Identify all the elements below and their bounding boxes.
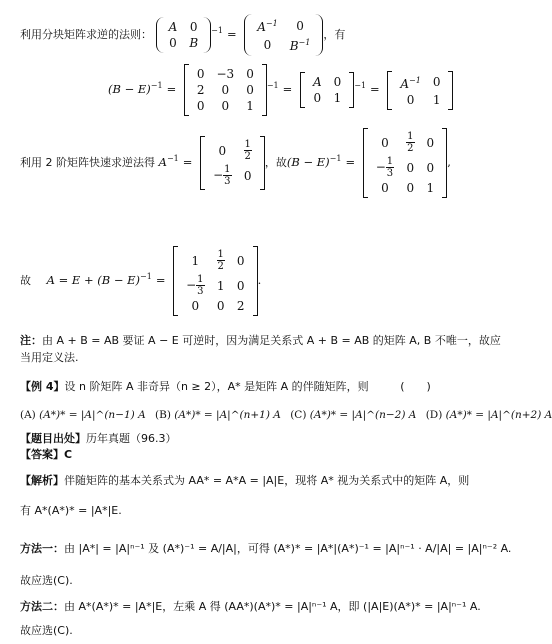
note-label: 注： (20, 334, 42, 347)
note-line-1 (20, 334, 501, 348)
m-cell: 1 (432, 92, 441, 107)
fraction: $\frac{1}{2}$ (244, 139, 251, 162)
inverse-line: $(B - E)^{-1}$ = 0 −3 0 2 0 0 0 0 1 $^{-1}$ = A 0 0 1 $^{-1}$ = $A^{-1}$ 0 0 1 (108, 64, 453, 116)
analysis-text: 伴随矩阵的基本关系式为 AA* = A*A = |A|E，现将 A* 视为关系式中的矩阵 A，则 (64, 474, 470, 487)
fast-mid: ，故 (264, 156, 287, 169)
fraction: $\frac{1}{3}$ (224, 164, 231, 187)
example-line (20, 380, 431, 394)
method2-label: 方法二： (20, 600, 64, 613)
m-cell: 1 (333, 91, 342, 105)
m-cell: 0 (196, 99, 205, 113)
m-cell: 0 (406, 92, 415, 107)
m-cell: 1 (246, 99, 254, 113)
option-c: (C) (A*)* = |A|^(n−2) A (290, 409, 417, 421)
options-line (20, 408, 552, 422)
m-cell: 0 (432, 75, 441, 89)
option-d: (D) (A*)* = |A|^(n+2) A (425, 409, 552, 421)
m-cell: 0 (381, 181, 389, 195)
fraction: $\frac{1}{2}$ (217, 249, 224, 272)
result-expr: A = E + (B − E) (46, 273, 141, 287)
rule-intro: 利用分块矩阵求逆的法则： (20, 28, 152, 41)
method1-conclusion: 故应选(C). (20, 574, 73, 587)
m-cell: 0 (189, 20, 198, 34)
matrix-m1 (184, 64, 267, 116)
analysis-line-1 (20, 474, 469, 488)
m-cell: 0 (236, 278, 245, 293)
m-cell: 1 (426, 181, 435, 195)
matrix-m2 (300, 72, 354, 108)
m-cell: 0 (263, 37, 272, 52)
m-cell: A (312, 75, 322, 89)
method2-conclusion: 故应选(C). (20, 624, 73, 637)
m-cell: 0 (406, 181, 415, 195)
expr-lhs: (B − E) (108, 82, 151, 96)
m-cell: 2 (236, 299, 245, 313)
m-cell: 0 (221, 99, 230, 113)
m-cell (400, 130, 420, 155)
result-prefix: 故 (20, 274, 31, 287)
m-cell: 0 (426, 160, 435, 175)
fast-inverse-line: 利用 2 阶矩阵快速求逆法得 $A^{-1}$ = 0 $\frac{1}{2}$ − $\frac{1}{3}$ 0 ，故$(B - E)^{-1}$ = 0 $\frac{1}{2}$ 0 − $\frac{1}{3}$ 0 0 0 0 1 , (20, 128, 451, 198)
m-cell: 0 (426, 135, 435, 150)
method1-text: 由 |A*| = |A|ⁿ⁻¹ 及 (A*)⁻¹ = A/|A|，可得 (A*)* = |A*|(A*)⁻¹ = |A|ⁿ⁻¹ · A/|A| = |A|ⁿ⁻² A. (64, 542, 512, 555)
m-cell: − $\frac{1}{3}$ (186, 274, 204, 297)
option-a: (A) (A*)* = |A|^(n−1) A (20, 409, 146, 421)
answer-line (20, 448, 72, 462)
m-cell: 0 (246, 67, 254, 81)
m-cell: 0 (381, 135, 389, 150)
m-cell: $A^{-1}$ (257, 19, 278, 34)
analysis-line-2 (20, 504, 122, 518)
result-matrix (173, 246, 257, 316)
m-cell: − $\frac{1}{3}$ (213, 164, 231, 187)
note-text: 由 A + B = AB 要证 A − E 可逆时，因为满足关系式 A + B = AB 的矩阵 A, B 不唯一，故应 (42, 334, 501, 347)
m-cell: $B^{-1}$ (289, 38, 311, 53)
m-cell: 0 (406, 160, 415, 175)
m-cell: 0 (246, 83, 254, 97)
option-b: (B) (A*)* = |A|^(n+1) A (155, 409, 281, 421)
matrix-m3 (387, 71, 453, 110)
rule-after: ，有 (323, 28, 346, 41)
result-line: 故 $A = E + (B - E)^{-1}$ = 1 $\frac{1}{2}$ 0 − $\frac{1}{3}$ 1 0 0 0 2 . (20, 246, 261, 316)
m-cell: 0 (218, 143, 227, 158)
expr-lhs: (B − E) (286, 155, 330, 169)
note-text: 当用定义法. (20, 351, 79, 364)
m-cell: 0 (191, 299, 200, 313)
m-cell: 1 (191, 253, 200, 268)
source-line (20, 432, 177, 446)
method2-text: 由 A*(A*)* = |A*|E，左乘 A 得 (AA*)(A*)* = |A|ⁿ⁻¹ A，即 (|A|E)(A*)* = |A|ⁿ⁻¹ A. (64, 600, 481, 613)
m-cell: 0 (333, 75, 342, 89)
note-line-2 (20, 351, 79, 365)
answer-label: 【答案】 (20, 448, 64, 461)
m-cell: 0 (296, 18, 304, 33)
m-cell: A (168, 20, 178, 34)
m-cell: 0 (169, 36, 177, 50)
m-cell: 0 (243, 168, 252, 183)
fraction: $\frac{1}{3}$ (386, 156, 394, 179)
method1-line (20, 542, 511, 556)
example-label: 【例 4】 (20, 380, 65, 393)
m-cell: 0 (216, 299, 225, 313)
m-cell: 1 (216, 278, 225, 293)
m-cell: 0 (221, 83, 230, 97)
m-cell: 0 (196, 67, 205, 81)
method1-label: 方法一： (20, 542, 64, 555)
m-cell: 0 (313, 91, 322, 105)
m-cell: −3 (216, 67, 235, 81)
example-text: 设 n 阶矩阵 A 非奇异（n ≥ 2），A* 是矩阵 A 的伴随矩阵，则 (64, 380, 369, 393)
source-value: 历年真题（96.3） (86, 432, 177, 445)
source-label: 【题目出处】 (20, 432, 86, 445)
a-inverse-matrix (200, 136, 265, 190)
method2-line (20, 600, 481, 614)
m-cell: 0 (236, 253, 245, 268)
m-cell: − $\frac{1}{3}$ (375, 156, 394, 179)
analysis-text: 有 A*(A*)* = |A*|E. (20, 504, 122, 517)
rule-line: 利用分块矩阵求逆的法则： A 0 0 B $^{-1}$ = $A^{-1}$ 0 0 $B^{-1}$ ，有 (20, 14, 345, 56)
m-cell: $A^{-1}$ (400, 75, 421, 91)
fast-intro: 利用 2 阶矩阵快速求逆法得 (20, 156, 155, 169)
m-cell (211, 248, 231, 273)
m-cell: B (189, 36, 199, 50)
m-cell (238, 138, 258, 163)
fraction: $\frac{1}{2}$ (407, 131, 414, 154)
fraction: $\frac{1}{3}$ (197, 274, 204, 297)
b-minus-e-inverse (363, 128, 447, 198)
analysis-label: 【解析】 (20, 474, 64, 487)
block-matrix (156, 17, 212, 53)
answer-value: C (64, 448, 73, 461)
block-matrix-inverse (244, 14, 323, 56)
m-cell: 2 (196, 83, 205, 97)
answer-paren: ( ) (400, 380, 431, 393)
